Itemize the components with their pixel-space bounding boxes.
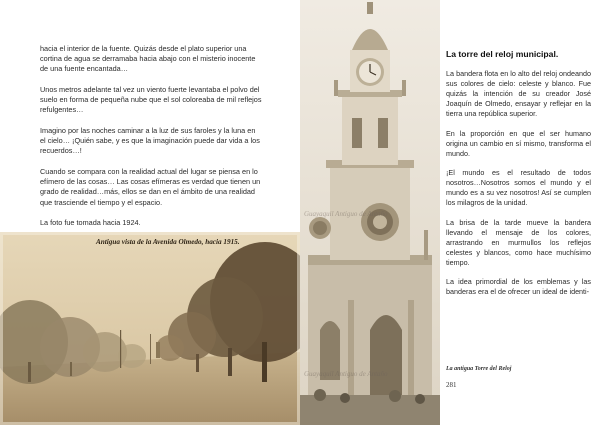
left-paragraph-1: hacia el interior de la fuente. Quizás desde el plato superior una cortina de agua se derramaba hacia abajo con el misterio inocente de una fuente encantada… [40,44,256,74]
avenue-photo [0,232,300,425]
right-paragraph-3: ¡El mundo es el resultado de todos nosotros…Nosotros somos el mundo y el mundo es a su vez nosotros! Así se cumplen los milagros de la unidad. [446,168,591,208]
left-paragraph-5: La foto fue tomada hacia 1924. [40,218,141,228]
watermark-top: Guayaquil Antiguo de Antaño [304,210,388,218]
avenue-photo-caption: Antigua vista de la Avenida Olmedo, hacia 1915. [96,238,240,246]
section-title: La torre del reloj municipal. [446,49,559,59]
right-paragraph-4: La brisa de la tarde mueve la bandera llevando el mensaje de los colores, arrastrando en murmullos los reflejos celestes y blancos, como hace muchísimo tiempo. [446,217,591,267]
left-paragraph-3: Imagino por las noches caminar a la luz de sus faroles y la luna en el cielo… ¡Quién sabe, y es que la imaginación puede dar vida a los recuerdos…! [40,126,260,156]
clock-tower-caption: La antigua Torre del Reloj [446,366,512,372]
page-number: 281 [446,381,457,389]
right-page [300,0,600,425]
right-paragraph-5: La idea primordial de los emblemas y las banderas era el de ofrecer un ideal de identi- [446,277,591,297]
avenue-photo-art [0,232,300,425]
left-paragraph-2: Unos metros adelante tal vez un viento fuerte levantaba el polvo del suelo en forma de pequeña nube que el sol coloreaba de mil reflejos refulgentes… [40,85,262,115]
right-paragraph-2: En la proporción en que el ser humano origina un cambio en sí mismo, transforma el mundo. [446,128,591,158]
right-paragraph-1: La bandera flota en lo alto del reloj ondeando sus colores de cielo: celeste y blanco. Fue quizás la intención de su creador José Joaquín de Olmedo, ensayar y reflejar en la tierra una república superior. [446,69,591,118]
right-text-block [446,49,591,307]
left-paragraph-4: Cuando se compara con la realidad actual del lugar se piensa en lo efímero de las cosas… Las cosas efímeras es verdad que tienen un grado de realidad…más, ellos se dan en el ámbito de una realidad que trasciende el tiempo y el espacio. [40,167,261,207]
clock-tower-photo [300,0,440,425]
watermark-bottom: Guayaquil Antiguo de Antaño [304,370,388,378]
left-text-block [40,44,262,239]
